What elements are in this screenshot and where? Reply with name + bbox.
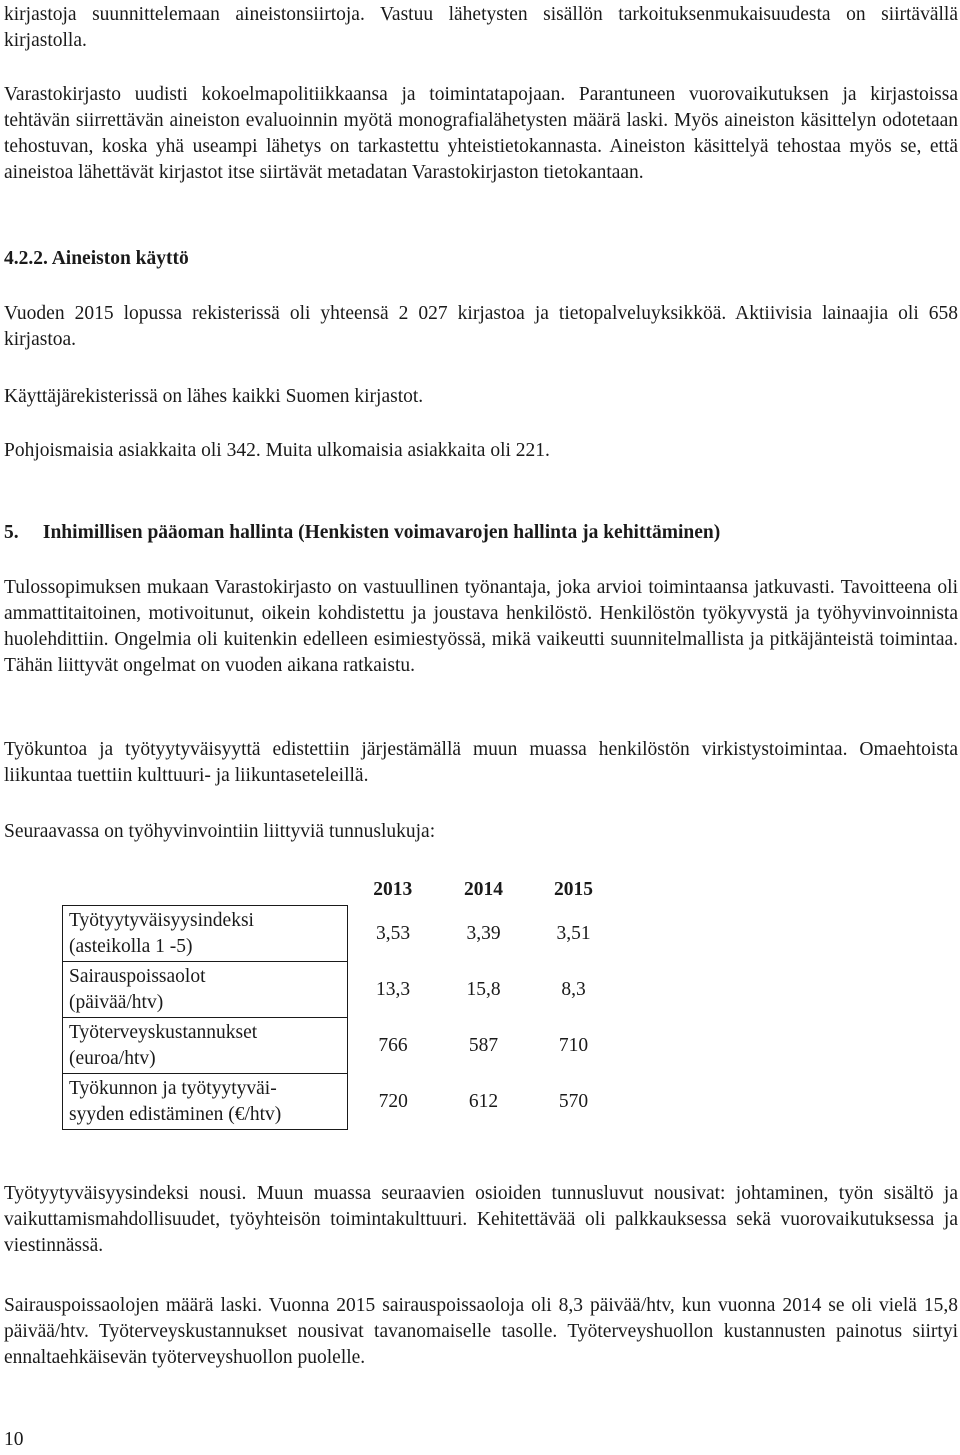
paragraph-kokoelmapolitiikka: Varastokirjasto uudisti kokoelmapolitiikkaansa ja toimintatapojaan. Parantuneen vuorovaikutuksen ja kirjastoissa tehtävän siirrettävän aineiston evaluoinnin myötä monografialähetysten määrä laski. Myös aineiston käsittelyn odotetaan tehostuvan, koska yhä useampi lähetys on tarkastettu yhteistietokannasta. Aineiston käsittelyä tehostaa myös se, että aineistoa lähettävät kirjastot itse siirtävät metadatan Varastokirjaston tietokantaan. (4, 84, 958, 183)
table-header-year: 2015 (554, 879, 593, 901)
paragraph-rekisteri: Vuoden 2015 lopussa rekisterissä oli yhteensä 2 027 kirjastoa ja tietopalveluyksikköä. Aktiivisia lainaajia oli 658 kirjastoa. (4, 303, 958, 350)
table-header-year: 2014 (464, 879, 503, 901)
table-row (63, 906, 619, 962)
table-cell: 8,3 (561, 978, 586, 1000)
heading-inhimillinen-paaoma (4, 520, 720, 546)
page-number: 10 (4, 1429, 24, 1450)
table-cell: 587 (468, 1034, 499, 1056)
table-cell: 710 (558, 1034, 589, 1056)
paragraph-siirto-vastuu: kirjastoja suunnittelemaan aineistonsiirtoja. Vastuu lähetysten sisällön tarkoituksenmukaisuudesta on siirtävällä kirjastolla. (4, 4, 958, 51)
table-cell: 570 (558, 1090, 589, 1112)
wellbeing-indicators-table (62, 875, 619, 1130)
row-label: Työtyytyväisyysindeksi (asteikolla 1 -5) (63, 906, 348, 962)
paragraph-tyokunto: Työkuntoa ja työtyytyväisyyttä edistettiin järjestämällä muun muassa henkilöstön virkistystoimintaa. Omaehtoista liikuntaa tuettiin kulttuuri- ja liikuntaseteleillä. (4, 739, 958, 786)
row-label: Sairauspoissaolot (päivää/htv) (63, 962, 348, 1018)
table-cell: 13,3 (375, 978, 411, 1000)
row-label: Työkunnon ja työtyytyväi- syyden edistäminen (€/htv) (63, 1074, 348, 1130)
heading-number: 4.2.2. (4, 248, 48, 269)
table-header-empty (63, 875, 348, 906)
table-cell: 3,51 (556, 922, 591, 944)
paragraph-asiakkaat: Pohjoismaisia asiakkaita oli 342. Muita ulkomaisia asiakkaita oli 221. (4, 440, 550, 461)
paragraph-tunnuslukuja-intro: Seuraavassa on työhyvinvointiin liittyviä tunnuslukuja: (4, 821, 436, 842)
paragraph-tyotyytyvaisyys: Työtyytyväisyysindeksi nousi. Muun muassa seuraavien osioiden tunnusluvut nousivat: johtaminen, työn sisältö ja vaikuttamismahdollisuudet, työyhteisön toimintakulttuuri. Kehitettävää oli palkkauksessa sekä vuorovaikutuksessa ja viestinnässä. (4, 1183, 958, 1256)
paragraph-sairauspoissaolot: Sairauspoissaolojen määrä laski. Vuonna 2015 sairauspoissaoloja oli 8,3 päivää/htv, kun vuonna 2014 se oli vielä 15,8 päivää/htv. Työterveyskustannukset nousivat tavanomaiselle tasolle. Työterveyshuollon kustannusten painotus siirtyi ennaltaehkäisevän työterveyshuollon puolelle. (4, 1295, 958, 1368)
heading-number: 5. (4, 522, 19, 543)
table-cell: 3,53 (375, 922, 411, 944)
heading-aineiston-kaytto (4, 246, 189, 272)
paragraph-kayttajarekisteri: Käyttäjärekisterissä on lähes kaikki Suomen kirjastot. (4, 386, 424, 407)
table-cell: 720 (378, 1090, 408, 1112)
table-row (63, 1074, 619, 1130)
row-label: Työterveyskustannukset (euroa/htv) (63, 1018, 348, 1074)
paragraph-tulossopimus: Tulossopimuksen mukaan Varastokirjasto on vastuullinen työnantaja, joka arvioi toimintaansa jatkuvasti. Tavoitteena oli ammattitaitoinen, motivoitunut, oikein kohdistettu ja joustava henkilöstö. Henkilöstön työkyvystä ja työhyvinvoinnista huolehdittiin. Ongelmia oli kuitenkin edelleen esimiestyössä, mikä vaikeutti suunnitelmallista ja pitkäjänteistä toimintaa. Tähän liittyvät ongelmat on vuoden aikana ratkaistu. (4, 577, 958, 676)
table-cell: 15,8 (466, 978, 501, 1000)
table-cell: 3,39 (466, 922, 501, 944)
heading-text: Aineiston käyttö (51, 248, 189, 269)
table-row (63, 962, 619, 1018)
table-cell: 766 (378, 1034, 408, 1056)
table-header-year: 2013 (373, 879, 413, 901)
table-row (63, 1018, 619, 1074)
heading-text: Inhimillisen pääoman hallinta (Henkisten voimavarojen hallinta ja kehittäminen) (42, 522, 721, 543)
table-header-row (63, 875, 619, 906)
table-cell: 612 (468, 1090, 499, 1112)
